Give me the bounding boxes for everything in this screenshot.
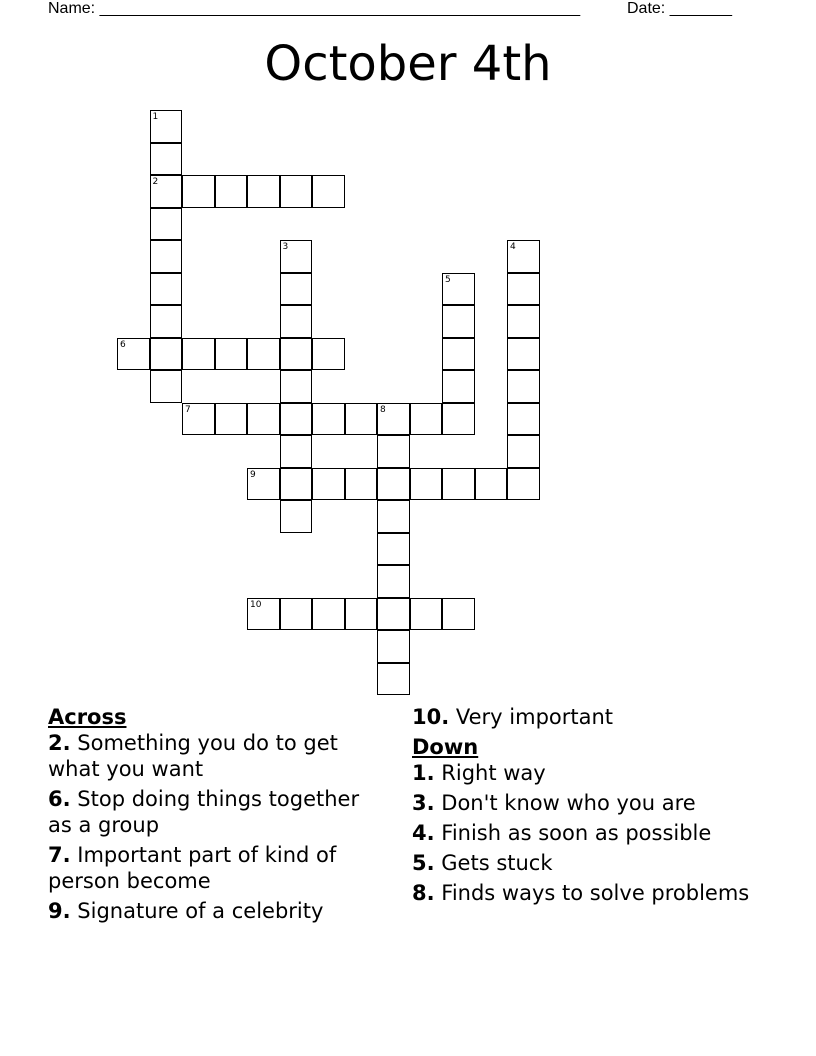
grid-cell[interactable] xyxy=(442,273,475,306)
grid-cell[interactable] xyxy=(182,403,215,436)
grid-cell[interactable] xyxy=(150,305,183,338)
clue-down-8: 8. Finds ways to solve problems xyxy=(412,881,750,905)
grid-cell[interactable] xyxy=(507,338,540,371)
grid-cell[interactable] xyxy=(150,175,183,208)
grid-cell[interactable] xyxy=(280,175,313,208)
grid-cell[interactable] xyxy=(280,370,313,403)
clue-down-5: 5. Gets stuck xyxy=(412,851,553,875)
grid-cell[interactable] xyxy=(442,305,475,338)
date-label: Date: xyxy=(627,0,666,17)
grid-cell[interactable] xyxy=(345,403,378,436)
grid-cell[interactable] xyxy=(442,598,475,631)
grid-cell[interactable] xyxy=(280,273,313,306)
grid-cell[interactable] xyxy=(182,338,215,371)
grid-cell[interactable] xyxy=(507,370,540,403)
grid-cell[interactable] xyxy=(247,403,280,436)
grid-cell[interactable] xyxy=(312,598,345,631)
grid-cell[interactable] xyxy=(377,663,410,696)
grid-cell[interactable] xyxy=(507,273,540,306)
grid-cell[interactable] xyxy=(215,175,248,208)
name-label: Name: xyxy=(48,0,96,17)
clue-across-10: 10. Very important xyxy=(412,705,614,729)
cell-number: 7 xyxy=(185,404,191,415)
grid-cell[interactable] xyxy=(247,175,280,208)
grid-cell[interactable] xyxy=(215,403,248,436)
cell-number: 10 xyxy=(250,599,262,610)
grid-cell[interactable] xyxy=(247,468,280,501)
grid-cell[interactable] xyxy=(150,240,183,273)
grid-cell[interactable] xyxy=(215,338,248,371)
grid-cell[interactable] xyxy=(507,403,540,436)
grid-cell[interactable] xyxy=(475,468,508,501)
cell-number: 2 xyxy=(152,177,159,187)
name-line: ______________________________________________________ xyxy=(99,0,581,17)
grid-cell[interactable] xyxy=(345,598,378,631)
grid-cell[interactable] xyxy=(247,338,280,371)
date-line: _______ xyxy=(669,0,732,17)
grid-cell[interactable] xyxy=(377,500,410,533)
grid-cell[interactable] xyxy=(280,468,313,501)
grid-cell[interactable] xyxy=(280,598,313,631)
grid-cell[interactable] xyxy=(280,338,313,371)
grid-cell[interactable] xyxy=(410,598,443,631)
grid-cell[interactable] xyxy=(280,435,313,468)
grid-cell[interactable] xyxy=(150,208,183,241)
clues-left-column xyxy=(48,704,388,928)
grid-cell[interactable] xyxy=(280,240,313,273)
grid-cell[interactable] xyxy=(150,273,183,306)
grid-cell[interactable] xyxy=(377,630,410,663)
grid-cell[interactable] xyxy=(150,370,183,403)
grid-cell[interactable] xyxy=(377,598,410,631)
grid-cell[interactable] xyxy=(280,403,313,436)
grid-cell[interactable] xyxy=(442,370,475,403)
grid-cell[interactable] xyxy=(312,175,345,208)
grid-cell[interactable] xyxy=(442,403,475,436)
page-title: October 4th xyxy=(264,36,552,92)
grid-cell[interactable] xyxy=(507,435,540,468)
cell-number: 1 xyxy=(152,112,159,122)
clue-down-3: 3. Don't know who you are xyxy=(412,791,696,815)
grid-cell[interactable] xyxy=(410,403,443,436)
cell-number: 5 xyxy=(445,274,451,285)
clue-across-7: 7. Important part of kind of person become xyxy=(48,843,337,893)
clues-right-column xyxy=(412,704,772,910)
grid-cell[interactable] xyxy=(312,338,345,371)
grid-cell[interactable] xyxy=(345,468,378,501)
clue-across-6: 6. Stop doing things together as a group xyxy=(48,787,360,837)
grid-cell[interactable] xyxy=(377,403,410,436)
cell-number: 3 xyxy=(282,242,289,252)
across-heading: Across xyxy=(48,705,127,729)
grid-cell[interactable] xyxy=(312,468,345,501)
grid-cell[interactable] xyxy=(247,598,280,631)
clue-across-2: 2. Something you do to get what you want xyxy=(48,731,338,781)
grid-cell[interactable] xyxy=(377,435,410,468)
cell-number: 9 xyxy=(250,469,256,480)
cell-number: 8 xyxy=(380,404,386,415)
grid-cell[interactable] xyxy=(117,338,150,371)
grid-cell[interactable] xyxy=(377,565,410,598)
grid-cell[interactable] xyxy=(377,468,410,501)
down-heading: Down xyxy=(412,735,479,759)
grid-cell[interactable] xyxy=(507,468,540,501)
grid-cell[interactable] xyxy=(280,305,313,338)
grid-cell[interactable] xyxy=(507,305,540,338)
grid-cell[interactable] xyxy=(150,110,183,143)
grid-cell[interactable] xyxy=(150,143,183,176)
grid-cell[interactable] xyxy=(442,338,475,371)
grid-cell[interactable] xyxy=(312,403,345,436)
grid-cell[interactable] xyxy=(410,468,443,501)
cell-number: 4 xyxy=(510,242,516,252)
grid-cell[interactable] xyxy=(377,533,410,566)
grid-cell[interactable] xyxy=(182,175,215,208)
grid-cell[interactable] xyxy=(150,338,183,371)
clue-down-4: 4. Finish as soon as possible xyxy=(412,821,712,845)
grid-cell[interactable] xyxy=(280,500,313,533)
clue-across-9: 9. Signature of a celebrity xyxy=(48,899,324,923)
grid-cell[interactable] xyxy=(507,240,540,273)
cell-number: 6 xyxy=(120,339,126,350)
clue-down-1: 1. Right way xyxy=(412,761,546,785)
grid-cell[interactable] xyxy=(442,468,475,501)
